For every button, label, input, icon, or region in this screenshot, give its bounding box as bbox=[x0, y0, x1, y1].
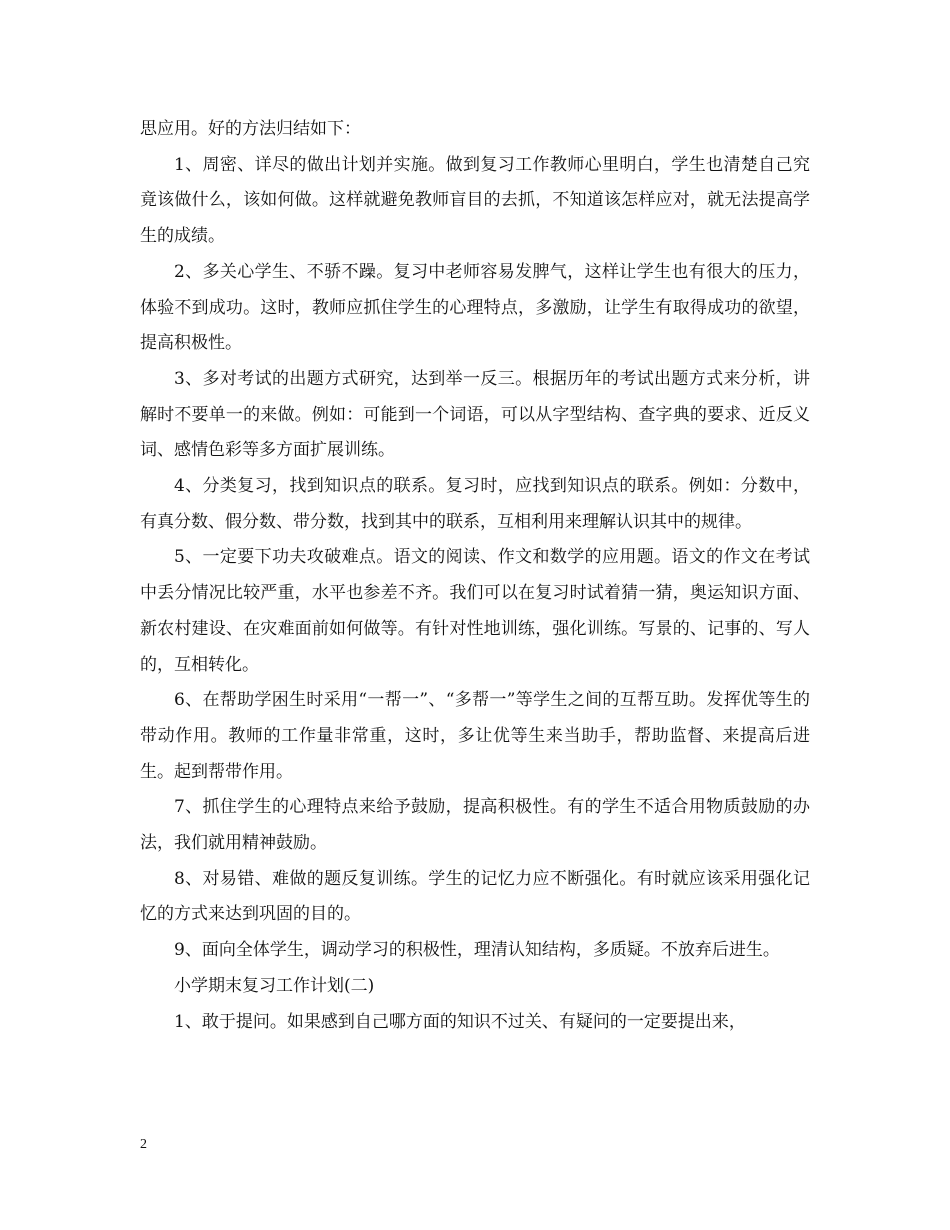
paragraph-section2-item-1: 1、敢于提问。如果感到自己哪方面的知识不过关、有疑问的一定要提出来， bbox=[174, 1011, 746, 1032]
paragraph-item-6: 6、在帮助学困生时采用“一帮一”、“多帮一”等学生之间的互帮互助。发挥优等生的带动作用。教师的工作量非常重，这时，多让优等生来当助手，帮助监督、来提高后进生。起到帮带作用。 bbox=[140, 690, 810, 782]
section-heading: 小学期末复习工作计划(二) bbox=[174, 975, 375, 996]
paragraph-item-9: 9、面向全体学生，调动学习的积极性，理清认知结构，多质疑。不放弃后进生。 bbox=[174, 940, 780, 961]
paragraph-item-2: 2、多关心学生、不骄不躁。复习中老师容易发脾气，这样让学生也有很大的压力，体验不到成功。这时，教师应抓住学生的心理特点，多激励，让学生有取得成功的欲望，提高积极性。 bbox=[140, 261, 810, 354]
paragraph-item-4: 4、分类复习，找到知识点的联系。复习时，应找到知识点的联系。例如：分数中，有真分数、假分数、带分数，找到其中的联系，互相利用来理解认识其中的规律。 bbox=[140, 476, 810, 532]
paragraph-item-7: 7、抓住学生的心理特点来给予鼓励，提高积极性。有的学生不适合用物质鼓励的办法，我们就用精神鼓励。 bbox=[140, 797, 810, 854]
paragraph-continuation: 思应用。好的方法归结如下： bbox=[140, 119, 361, 139]
paragraph-item-3: 3、多对考试的出题方式研究，达到举一反三。根据历年的考试出题方式来分析，讲解时不要单一的来做。例如：可能到一个词语，可以从字型结构、查字典的要求、近反义词、感情色彩等多方面扩展训练。 bbox=[140, 368, 810, 461]
paragraph-item-1: 1、周密、详尽的做出计划并实施。做到复习工作教师心里明白，学生也清楚自己究竟该做什么，该如何做。这样就避免教师盲目的去抓，不知道该怎样应对，就无法提高学生的成绩。 bbox=[140, 154, 810, 247]
paragraph-item-8: 8、对易错、难做的题反复训练。学生的记忆力应不断强化。有时就应该采用强化记忆的方式来达到巩固的目的。 bbox=[140, 868, 810, 925]
paragraph-item-5: 5、一定要下功夫攻破难点。语文的阅读、作文和数学的应用题。语文的作文在考试中丢分情况比较严重，水平也参差不齐。我们可以在复习时试着猜一猜，奥运知识方面、新农村建设、在灾难面前如何做等。有针对性地训练，强化训练。写景的、记事的、写人的，互相转化。 bbox=[140, 547, 810, 675]
page-number: 2 bbox=[140, 1137, 147, 1152]
document-body bbox=[140, 112, 810, 1040]
